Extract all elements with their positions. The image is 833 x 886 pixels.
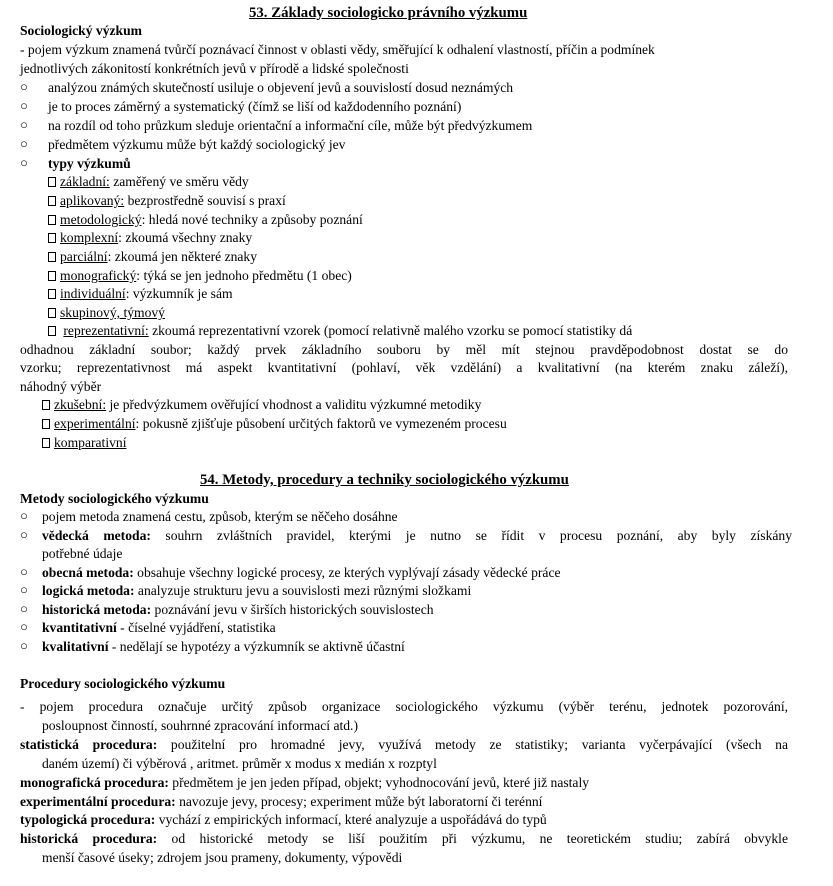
- research-type-desc: : výzkumník je sám: [125, 286, 233, 301]
- procedure-desc: od historické metody se liší použitím při výzkumu, ne teoretickém studiu; zabírá obvykle: [157, 831, 788, 846]
- method-term: vědecká metoda:: [42, 528, 151, 543]
- method-item-continued: potřebné údaje: [42, 546, 123, 561]
- method-term: kvalitativní: [42, 639, 109, 654]
- research-type-term: parciální: [60, 249, 108, 264]
- square-bullet-icon: [48, 308, 56, 318]
- procedure-intro-line-2: posloupnost činností, souhrnné zpracování informací atd.): [42, 718, 358, 733]
- square-bullet-icon: [42, 400, 50, 410]
- method-item: pojem metoda znamená cestu, způsob, kterým se něčeho dosáhne: [42, 509, 398, 524]
- square-bullet-icon: [48, 252, 56, 262]
- bullet-circle-icon: ○: [20, 582, 28, 597]
- method-desc: souhrn zvláštních pravidel, kterými je nutno se řídit v procesu poznání, aby byly získány: [150, 528, 792, 543]
- research-type-item: [48, 285, 233, 304]
- bullet-item: na rozdíl od toho průzkum sleduje orientační a informační cíle, může být předvýzkumem: [48, 118, 533, 133]
- research-type-desc: : pokusně zjišťuje působení určitých faktorů ve vymezeném procesu: [135, 416, 507, 431]
- method-item: [42, 527, 792, 546]
- procedure-desc: předmětem je jen jeden případ, objekt; vyhodnocování jevů, které již nastaly: [168, 775, 590, 790]
- method-desc: - číselné vyjádření, statistika: [116, 620, 276, 635]
- research-type-desc: zaměřený ve směru vědy: [109, 174, 249, 189]
- procedure-item: [20, 811, 547, 830]
- research-type-item: [48, 192, 286, 211]
- method-term: logická metoda:: [42, 583, 135, 598]
- research-type-term: metodologický: [60, 212, 142, 227]
- research-type-item: [48, 248, 257, 267]
- bullet-item: analýzou známých skutečností usiluje o objevení jevů a souvislostí dosud neznámých: [48, 80, 514, 95]
- research-type-term: aplikovaný:: [60, 193, 125, 208]
- research-type-term: skupinový, týmový: [60, 305, 165, 320]
- bullet-item: předmětem výzkumu může být každý sociologický jev: [48, 137, 346, 152]
- procedure-term: monografická procedura:: [20, 775, 169, 790]
- bullet-circle-icon: ○: [20, 508, 28, 523]
- research-type-term: reprezentativní:: [63, 323, 149, 338]
- procedure-intro-line-1: - pojem procedura označuje určitý způsob organizace sociologického výzkumu (výběr terénu, jednotek pozorování,: [20, 699, 788, 714]
- square-bullet-icon: [48, 326, 56, 336]
- square-bullet-icon: [48, 289, 56, 299]
- bullet-circle-icon: ○: [20, 155, 28, 170]
- procedure-item: [20, 774, 589, 793]
- method-desc: - nedělají se hypotézy a výzkumník se aktivně účastní: [108, 639, 405, 654]
- intro-paragraph-line-1: - pojem výzkum znamená tvůrčí poznávací činnost v oblasti vědy, směřující k odhalení vlastností, příčin a podmínek: [20, 42, 655, 57]
- research-type-desc: : zkoumá všechny znaky: [118, 230, 253, 245]
- research-type-item: [42, 415, 507, 434]
- procedure-desc: navozuje jevy, procesy; experiment může být laboratorní či terénní: [175, 794, 543, 809]
- research-type-item: [48, 304, 165, 323]
- square-bullet-icon: [48, 196, 56, 206]
- representative-type-line-3: vzorku; reprezentativnost má aspekt kvantitativní (pohlaví, věk vzdělání) a kvalitativní (na kterém znaku záleží),: [20, 360, 788, 375]
- procedure-item: [20, 736, 788, 755]
- sociological-research-title: Sociologický výzkum: [20, 23, 142, 38]
- bullet-item: je to proces záměrný a systematický (čímž se liší od každodenního poznání): [48, 99, 462, 114]
- bullet-circle-icon: ○: [20, 619, 28, 634]
- procedure-item: [20, 830, 788, 849]
- research-type-desc: : hledá nové techniky a způsoby poznání: [141, 212, 363, 227]
- research-type-item: [48, 173, 249, 192]
- research-type-term: komparativní: [54, 435, 127, 450]
- research-type-item: [48, 267, 352, 286]
- research-type-desc: : zkoumá jen některé znaky: [107, 249, 258, 264]
- bullet-circle-icon: ○: [20, 117, 28, 132]
- square-bullet-icon: [48, 233, 56, 243]
- representative-desc: zkoumá reprezentativní vzorek (pomocí relativně malého vzorku se pomocí statistiky dá: [148, 323, 633, 338]
- research-type-item: [42, 434, 126, 453]
- research-type-item: [48, 229, 252, 248]
- section-54-heading: 54. Metody, procedury a techniky sociologického výzkumu: [200, 472, 569, 488]
- bullet-circle-icon: ○: [20, 98, 28, 113]
- intro-paragraph-line-2: jednotlivých zákonitostí konkrétních jevů v přírodě a lidské společnosti: [20, 61, 409, 76]
- square-bullet-icon: [42, 438, 50, 448]
- research-type-desc: je předvýzkumem ověřující vhodnost a validitu výzkumné metodiky: [106, 397, 482, 412]
- research-type-term: základní:: [60, 174, 110, 189]
- representative-type-line-4: náhodný výběr: [20, 379, 102, 394]
- method-term: obecná metoda:: [42, 565, 134, 580]
- research-type-item: [42, 396, 481, 415]
- bullet-circle-icon: ○: [20, 601, 28, 616]
- method-item: [42, 601, 434, 620]
- methods-title: Metody sociologického výzkumu: [20, 491, 209, 506]
- procedures-title: Procedury sociologického výzkumu: [20, 676, 226, 691]
- method-item: [42, 564, 561, 583]
- research-type-desc: bezprostředně souvisí s praxí: [124, 193, 286, 208]
- square-bullet-icon: [48, 271, 56, 281]
- square-bullet-icon: [48, 215, 56, 225]
- method-term: kvantitativní: [42, 620, 117, 635]
- section-53-heading: 53. Základy sociologicko právního výzkumu: [249, 5, 528, 21]
- method-desc: obsahuje všechny logické procesy, ze kterých vyplývají zásady vědecké práce: [133, 565, 561, 580]
- research-type-term: zkušební:: [54, 397, 107, 412]
- method-desc: analyzuje strukturu jevu a souvislosti mezi různými složkami: [134, 583, 472, 598]
- representative-type-line-1: [48, 322, 632, 341]
- bullet-circle-icon: ○: [20, 79, 28, 94]
- method-item: [42, 582, 471, 601]
- research-types-label: typy výzkumů: [48, 156, 131, 171]
- procedure-term: experimentální procedura:: [20, 794, 176, 809]
- method-item: [42, 619, 276, 638]
- research-type-term: komplexní: [60, 230, 119, 245]
- bullet-circle-icon: ○: [20, 527, 28, 542]
- method-term: historická metoda:: [42, 602, 152, 617]
- representative-type-line-2: odhadnou základní soubor; každý prvek základního souboru by měl mít stejnou pravděpodobnost dostat se do: [20, 342, 788, 357]
- procedure-term: typologická procedura:: [20, 812, 156, 827]
- procedure-item-continued: daném území) či výběrová , aritmet. průměr x modus x medián x rozptyl: [42, 756, 437, 771]
- procedure-item-continued: menší časové úseky; zdrojem jsou prameny, dokumenty, výpovědi: [42, 850, 403, 865]
- research-type-term: monografický: [60, 268, 137, 283]
- research-type-term: experimentální: [54, 416, 136, 431]
- procedure-term: historická procedura:: [20, 831, 158, 846]
- method-item: [42, 638, 405, 657]
- research-type-desc: : týká se jen jednoho předmětu (1 obec): [136, 268, 352, 283]
- procedure-term: statistická procedura:: [20, 737, 158, 752]
- research-type-term: individuální: [60, 286, 126, 301]
- research-type-item: [48, 211, 363, 230]
- procedure-desc: použitelní pro hromadné jevy, využívá metody ze statistiky; varianta vyčerpávající (všech na: [157, 737, 788, 752]
- bullet-circle-icon: ○: [20, 564, 28, 579]
- procedure-desc: vychází z empirických informací, které analyzuje a uspořádává do typů: [155, 812, 547, 827]
- procedure-item: [20, 793, 542, 812]
- bullet-circle-icon: ○: [20, 136, 28, 151]
- square-bullet-icon: [42, 419, 50, 429]
- bullet-circle-icon: ○: [20, 638, 28, 653]
- method-desc: poznávání jevu v širších historických souvislostech: [151, 602, 434, 617]
- square-bullet-icon: [48, 177, 56, 187]
